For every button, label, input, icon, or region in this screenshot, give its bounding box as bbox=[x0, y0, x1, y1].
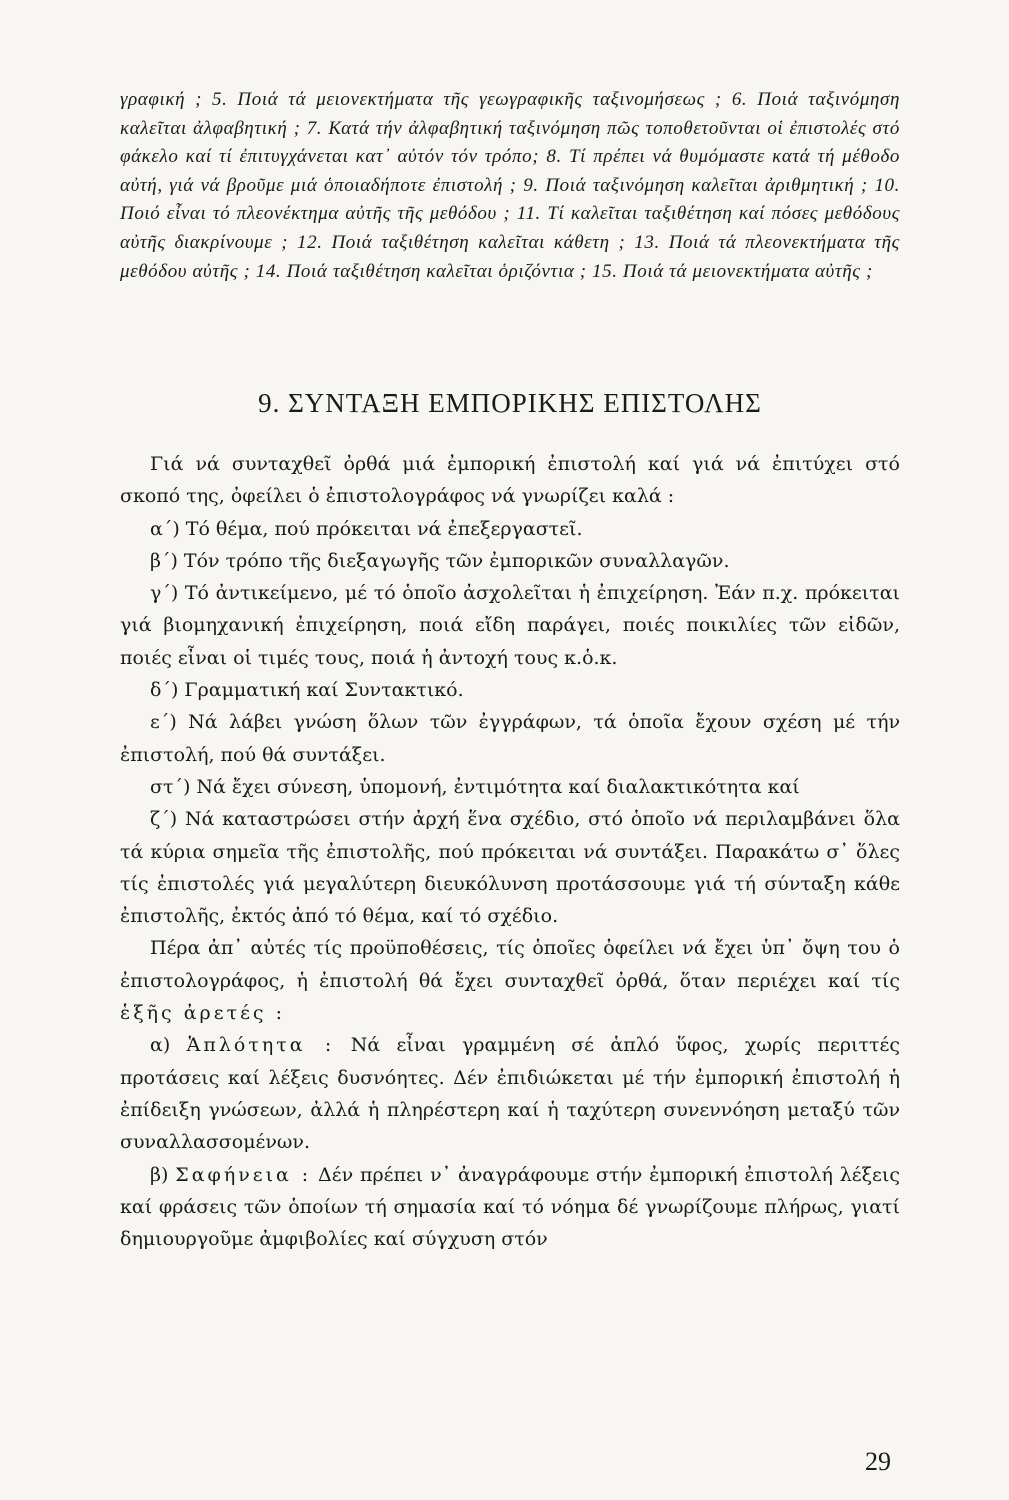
requirement-item: α΄) Τό θέμα, πού πρόκειται νά ἐπεξεργαστεῖ. bbox=[150, 517, 583, 540]
page-number: 29 bbox=[865, 1447, 891, 1476]
chapter-title: 9. ΣΥΝΤΑΞΗ ΕΜΠΟΡΙΚΗΣ ΕΠΙΣΤΟΛΗΣ bbox=[258, 388, 762, 418]
virtues-intro-paragraph bbox=[120, 932, 900, 1029]
virtue-description: Δέν πρέπει ν᾽ ἀναγράφουμε στήν ἐμπορική ἐπιστολή λέξεις καί φράσεις τῶν ὁποίων τή σημασία καί τό νόημα δέ γνωρίζουμε πλήρως, γιατί δημιουργοῦμε ἀμφιβολίες καί σύγχυση στόν bbox=[120, 1163, 900, 1251]
virtue-term: Σαφήνεια : bbox=[175, 1163, 312, 1186]
requirement-item: ε΄) Νά λάβει γνώση ὅλων τῶν ἐγγράφων, τά ὁποῖα ἔχουν σχέση μέ τήν ἐπιστολή, πού θά συντάξει. bbox=[120, 711, 900, 766]
requirement-item: στ΄) Νά ἔχει σύνεση, ὑπομονή, ἐντιμότητα καί διαλακτικότητα καί bbox=[150, 775, 800, 798]
virtue-label: β) bbox=[150, 1163, 169, 1186]
virtues-intro-emphasis: ἑξῆς ἀρετές : bbox=[120, 1002, 286, 1025]
virtue-clarity bbox=[120, 1159, 900, 1256]
requirement-item: δ΄) Γραμματική καί Συντακτικό. bbox=[150, 679, 464, 702]
virtues-intro-text: Πέρα ἀπ᾽ αὐτές τίς προϋποθέσεις, τίς ὁποῖες ὀφείλει νά ἔχει ὑπ᾽ ὄψη του ὁ ἐπιστολογράφος, ἡ ἐπιστολή θά ἔχει συνταχθεῖ ὀρθά, ὅταν περιέχει καί τίς bbox=[120, 937, 900, 992]
review-questions: γραφική ; 5. Ποιά τά μειονεκτήματα τῆς γεωγραφικῆς ταξινομήσεως ; 6. Ποιά ταξινόμηση καλεῖται ἀλφαβητική ; 7. Κατά τήν ἀλφαβητική ταξινόμηση πῶς τοποθετοῦνται οἱ ἐπιστολές στό φάκελο καί τί ἐπιτυγχάνεται κατ᾽ αὐτόν τόν τρόπο; 8. Τί πρέπει νά θυμόμαστε κατά τή μέθοδο αὐτή, γιά νά βροῦμε μιά ὁποιαδήποτε ἐπιστολή ; 9. Ποιά ταξινόμηση καλεῖται ἀριθμητική ; 10. Ποιό εἶναι τό πλεονέκτημα αὐτῆς τῆς μεθόδου ; 11. Τί καλεῖται ταξιθέτηση καί πόσες μεθόδους αὐτῆς διακρίνουμε ; 12. Ποιά ταξιθέτηση καλεῖται κάθετη ; 13. Ποιά τά πλεονεκτήματα τῆς μεθόδου αὐτῆς ; 14. Ποιά ταξιθέτηση καλεῖται ὁριζόντια ; 15. Ποιά τά μειονεκτήματα αὐτῆς ; bbox=[120, 89, 900, 282]
virtue-label: α) bbox=[150, 1034, 171, 1057]
requirement-item: ζ΄) Νά καταστρώσει στήν ἀρχή ἕνα σχέδιο, στό ὁποῖο νά περιλαμβάνει ὅλα τά κύρια σημεῖα τῆς ἐπιστολῆς, πού πρόκειται νά συντάξει. Παρακάτω σ᾽ ὅλες τίς ἐπιστολές γιά μεγαλύτερη διευκόλυνση προτάσσουμε γιά τή σύνταξη κάθε ἐπιστολῆς, ἐκτός ἀπό τό θέμα, καί τό σχέδιο. bbox=[120, 808, 900, 928]
virtue-description: Νά εἶναι γραμμένη σέ ἁπλό ὕφος, χωρίς περιττές προτάσεις καί λέξεις δυσνόητες. Δέν ἐπιδιώκεται μέ τήν ἐμπορική ἐπιστολή ἡ ἐπίδειξη γνώσεων, ἀλλά ἡ πληρέστερη καί ἡ ταχύτερη συνεννόηση μεταξύ τῶν συναλλασσομένων. bbox=[120, 1034, 900, 1154]
requirement-item: γ΄) Τό ἀντικείμενο, μέ τό ὁποῖο ἀσχολεῖται ἡ ἐπιχείρηση. Ἐάν π.χ. πρόκειται γιά βιομηχανική ἐπιχείρηση, ποιά εἴδη παράγει, ποιές ποικιλίες τῶν εἰδῶν, ποιές εἶναι οἱ τιμές τους, ποιά ἡ ἀντοχή τους κ.ὁ.κ. bbox=[120, 582, 900, 669]
virtue-term: Ἁπλότητα : bbox=[186, 1034, 335, 1057]
requirement-item: β΄) Τόν τρόπο τῆς διεξαγωγῆς τῶν ἐμπορικῶν συναλλαγῶν. bbox=[150, 549, 730, 572]
intro-paragraph: Γιά νά συνταχθεῖ ὀρθά μιά ἐμπορική ἐπιστολή καί γιά νά ἐπιτύχει στό σκοπό της, ὀφείλει ὁ ἐπιστολογράφος νά γνωρίζει καλά : bbox=[120, 453, 900, 508]
virtue-simplicity bbox=[120, 1029, 900, 1158]
chapter-body bbox=[120, 448, 900, 1255]
